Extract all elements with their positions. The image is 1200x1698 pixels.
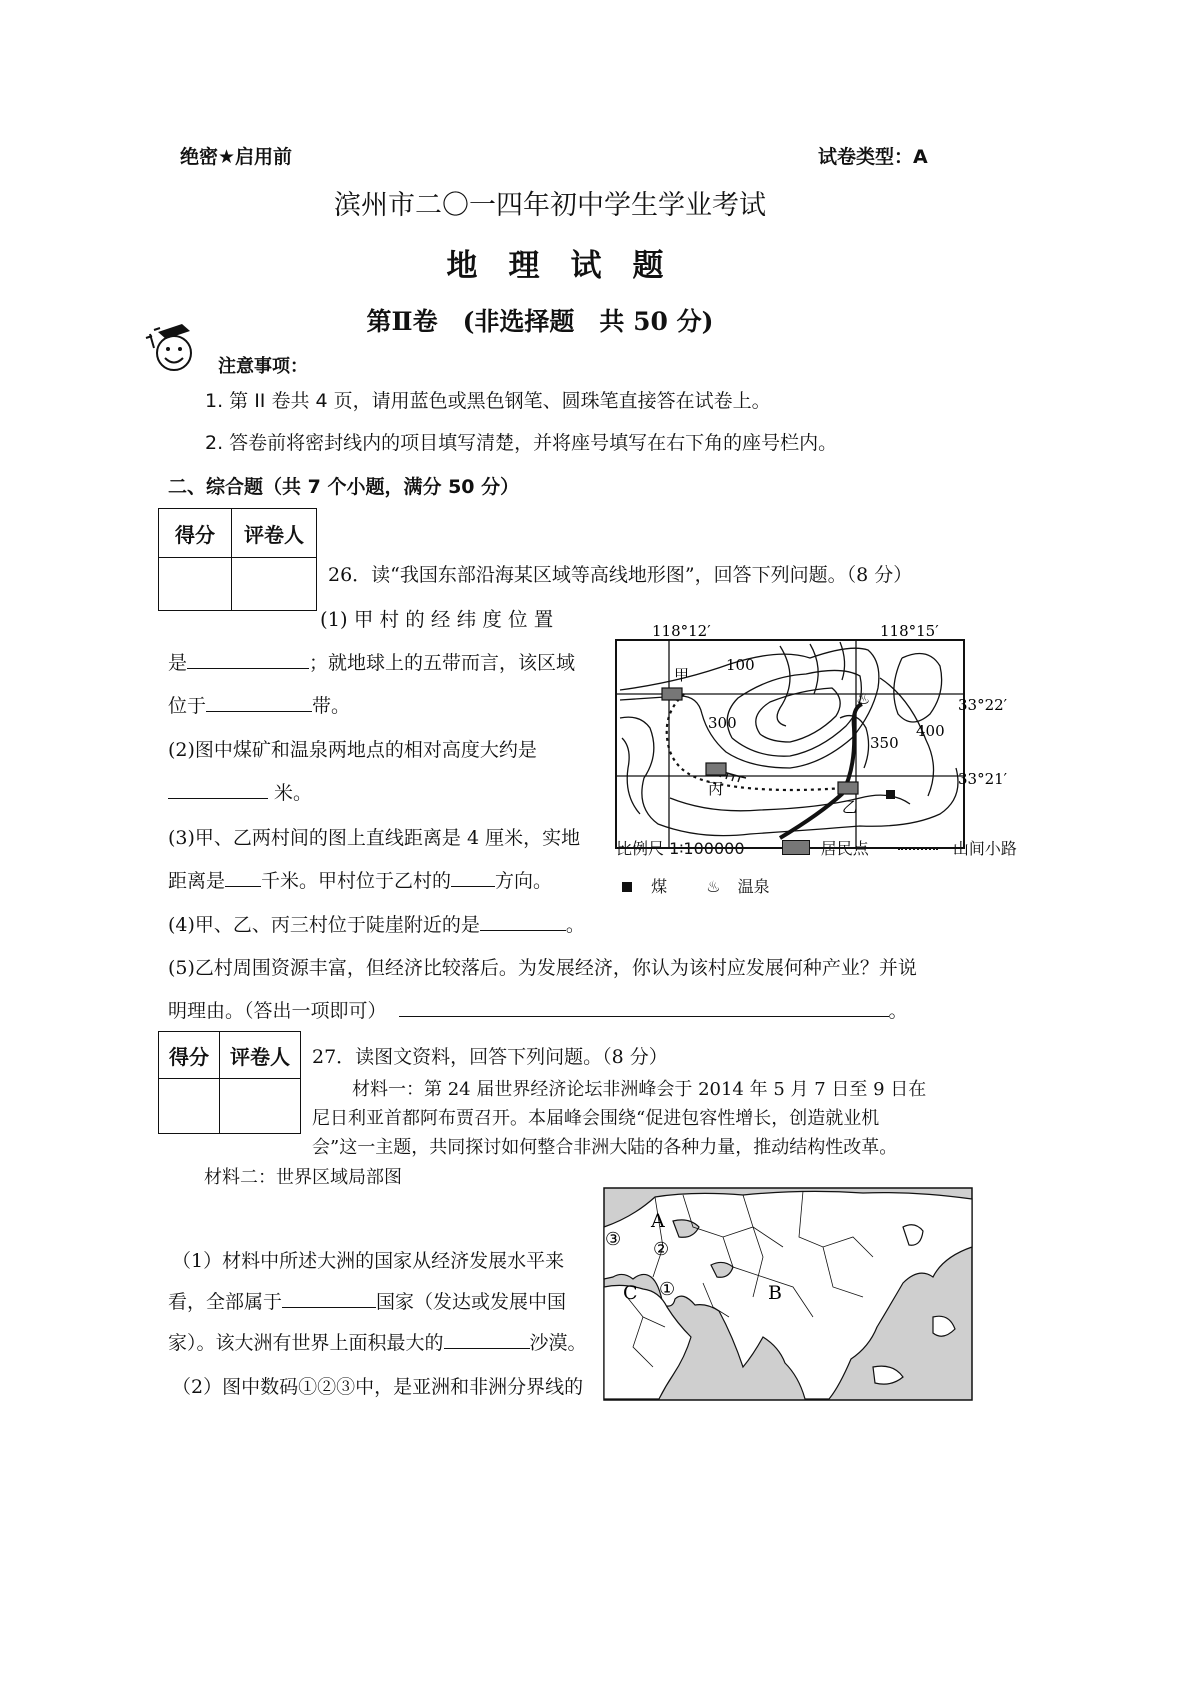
q26-s3-d: 方向。 bbox=[495, 870, 553, 892]
q27-s1-c: 国家（发达或发展中国 bbox=[376, 1291, 567, 1313]
q27-answer-desert[interactable] bbox=[444, 1328, 530, 1349]
q26-stem: 26．读“我国东部沿海某区域等高线地形图”，回答下列问题。（8 分） bbox=[328, 564, 913, 586]
hot-spring-icon: ♨ bbox=[856, 689, 871, 708]
q27-s1-line bbox=[168, 1287, 566, 1314]
grader-label: 评卷人 bbox=[232, 509, 317, 558]
q27-m1-l3: 会”这一主题，共同探讨如何整合非洲大陆的各种力量，推动结构性改革。 bbox=[312, 1137, 898, 1158]
q26-s1-d: 位于 bbox=[168, 695, 207, 717]
lat-top-label: 33°22′ bbox=[958, 696, 1008, 714]
score-cell[interactable] bbox=[159, 558, 232, 611]
notes-item-2: 2. 答卷前将密封线内的项目填写清楚，并将座号填写在右下角的座号栏内。 bbox=[205, 432, 838, 454]
contour-350: 350 bbox=[870, 734, 899, 752]
map-label-1: ① bbox=[659, 1279, 676, 1300]
q27-s1-d: 家）。该大洲有世界上面积最大的 bbox=[168, 1332, 444, 1354]
q26-s2-a: (2)图中煤矿和温泉两地点的相对高度大约是 bbox=[168, 739, 537, 761]
coal-legend-icon bbox=[622, 882, 632, 892]
q27-s2-a: （2）图中数码①②③中，是亚洲和非洲分界线的 bbox=[172, 1376, 584, 1398]
lon-left-label: 118°12′ bbox=[652, 622, 711, 640]
grader-label: 评卷人 bbox=[220, 1032, 301, 1079]
q26-s5-b: 明理由。（答出一项即可） bbox=[168, 1000, 387, 1022]
notes-item-1: 1. 第 II 卷共 4 页，请用蓝色或黑色钢笔、圆珠笔直接答在试卷上。 bbox=[205, 390, 771, 412]
q26-s5-line bbox=[168, 996, 908, 1023]
q27-s1-a: （1）材料中所述大洲的国家从经济发展水平来 bbox=[172, 1250, 565, 1272]
legend-path: 山间小路 bbox=[952, 839, 1017, 858]
coal-icon bbox=[886, 790, 895, 799]
q27-s1-b: 看，全部属于 bbox=[168, 1291, 283, 1313]
map-label-3: ③ bbox=[605, 1229, 622, 1250]
legend-spring: 温泉 bbox=[737, 877, 770, 896]
village-bing-label: 丙 bbox=[708, 780, 724, 798]
score-box-q26 bbox=[158, 508, 317, 611]
q26-answer-latlon[interactable] bbox=[187, 648, 309, 669]
q26-s4-a: (4)甲、乙、丙三村位于陡崖附近的是 bbox=[168, 914, 480, 936]
exam-title: 滨州市二〇一四年初中学生学业考试 bbox=[334, 190, 766, 221]
legend-settlement: 居民点 bbox=[820, 839, 869, 858]
world-region-map bbox=[603, 1187, 973, 1401]
q26-s3-line bbox=[168, 866, 552, 893]
village-yi-marker bbox=[838, 782, 858, 794]
q26-s1-e: 带。 bbox=[312, 695, 351, 717]
q26-s1-a: (1) 甲 村 的 经 纬 度 位 置 bbox=[320, 608, 554, 631]
map-legend-row2 bbox=[622, 874, 770, 897]
q26-s2-line bbox=[168, 778, 312, 805]
score-box-q27 bbox=[158, 1031, 301, 1134]
map-legend-row1 bbox=[616, 836, 1017, 859]
settlement-legend-icon bbox=[782, 840, 810, 855]
q27-m1-l1: 材料一：第 24 届世界经济论坛非洲峰会于 2014 年 5 月 7 日至 9 日在 bbox=[352, 1079, 927, 1100]
q26-s1-line2 bbox=[168, 691, 350, 718]
q27-m2: 材料二：世界区域局部图 bbox=[204, 1167, 402, 1188]
village-jia-label: 甲 bbox=[674, 666, 690, 684]
legend-coal: 煤 bbox=[651, 877, 668, 896]
q27-s1-e: 沙漠。 bbox=[529, 1332, 587, 1354]
q26-s1-line bbox=[168, 648, 575, 675]
q26-s5-a: (5)乙村周围资源丰富，但经济比较落后。为发展经济，你认为该村应发展何种产业？并说 bbox=[168, 957, 917, 979]
lon-right-label: 118°15′ bbox=[880, 622, 939, 640]
path-legend-icon bbox=[898, 848, 938, 850]
score-label: 得分 bbox=[159, 509, 232, 558]
map-label-c: C bbox=[623, 1282, 638, 1304]
q26-answer-height[interactable] bbox=[168, 778, 268, 799]
q26-answer-cliff-village[interactable] bbox=[480, 910, 566, 931]
q26-s3-b: 距离是 bbox=[168, 870, 226, 892]
confidential-mark: 绝密★启用前 bbox=[180, 146, 293, 168]
score-cell[interactable] bbox=[159, 1079, 220, 1134]
q27-answer-econ-level[interactable] bbox=[282, 1287, 376, 1308]
q26-s5-c: 。 bbox=[888, 1000, 908, 1022]
q26-answer-industry[interactable] bbox=[399, 996, 889, 1017]
notes-heading: 注意事项： bbox=[218, 356, 308, 377]
grader-cell[interactable] bbox=[220, 1079, 301, 1134]
grader-cell[interactable] bbox=[232, 558, 317, 611]
contour-400: 400 bbox=[916, 722, 945, 740]
q26-s3-c: 千米。甲村位于乙村的 bbox=[261, 870, 452, 892]
score-label: 得分 bbox=[159, 1032, 220, 1079]
q26-s4-line bbox=[168, 910, 585, 937]
spring-legend-icon: ♨ bbox=[706, 877, 721, 896]
q26-s2-b: 米。 bbox=[274, 782, 313, 804]
q26-s3-a: (3)甲、乙两村间的图上直线距离是 4 厘米，实地 bbox=[168, 827, 581, 849]
q26-answer-distance[interactable] bbox=[225, 866, 261, 887]
q26-s4-b: 。 bbox=[565, 914, 585, 936]
part2-heading: 二、综合题（共 7 个小题，满分 50 分） bbox=[168, 476, 520, 498]
village-yi-label: 乙 bbox=[842, 798, 858, 816]
village-jia-marker bbox=[662, 688, 682, 700]
contour-300: 300 bbox=[708, 714, 737, 732]
q26-s1-b: 是 bbox=[168, 652, 188, 674]
q26-s1-c: ；就地球上的五带而言，该区域 bbox=[309, 652, 576, 674]
village-bing-marker bbox=[706, 763, 726, 775]
subject-title: 地 理 试 题 bbox=[446, 248, 664, 284]
lat-bottom-label: 33°21′ bbox=[958, 770, 1008, 788]
smiley-graduate-icon bbox=[140, 318, 202, 376]
map-scale: 比例尺 1∶100000 bbox=[616, 839, 745, 858]
q26-answer-zone[interactable] bbox=[206, 691, 312, 712]
map-label-a: A bbox=[651, 1210, 665, 1232]
section-title: 第Ⅱ卷 (非选择题 共 50 分) bbox=[366, 307, 714, 336]
q26-answer-direction[interactable] bbox=[451, 866, 495, 887]
paper-type: 试卷类型：A bbox=[818, 146, 928, 168]
q27-stem: 27．读图文资料，回答下列问题。（8 分） bbox=[312, 1046, 668, 1068]
q27-s1-line2 bbox=[168, 1328, 587, 1355]
q27-m1-l2: 尼日利亚首都阿布贾召开。本届峰会围绕“促进包容性增长，创造就业机 bbox=[312, 1108, 880, 1129]
map-label-2: ② bbox=[653, 1239, 670, 1260]
map-label-b: B bbox=[768, 1282, 782, 1304]
contour-100: 100 bbox=[726, 656, 755, 674]
